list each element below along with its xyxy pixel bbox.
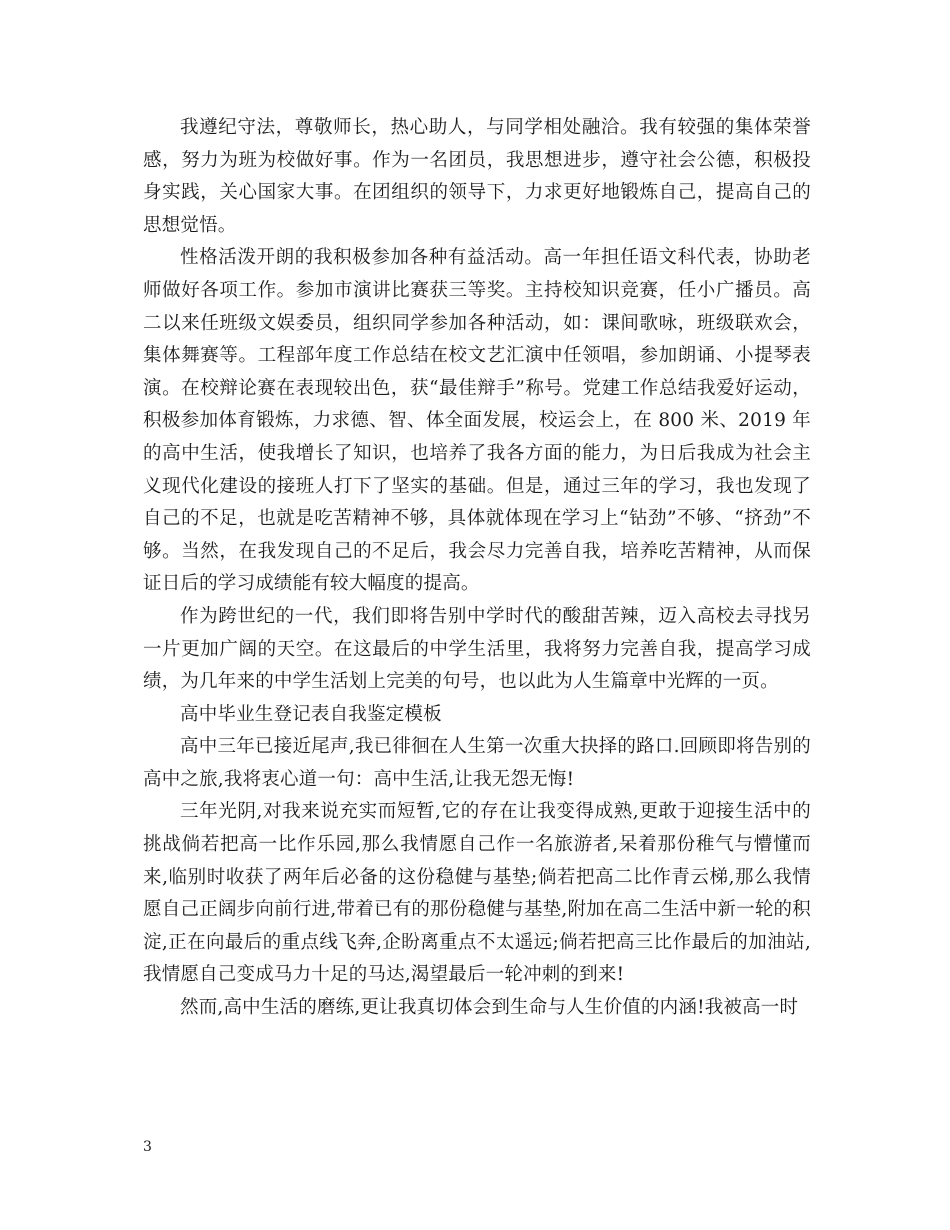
paragraph-farewell: 作为跨世纪的一代，我们即将告别中学时代的酸甜苦辣，迈入高校去寻找另一片更加广阔的天空。在这最后的中学生活里，我将努力完善自我，提高学习成绩，为几年来的中学生活划上完美的句号，也以此为人生篇章中光辉的一页。 xyxy=(143,605,811,693)
section-heading: 高中毕业生登记表自我鉴定模板 xyxy=(180,703,442,725)
paragraph-discipline: 我遵纪守法，尊敬师长，热心助人，与同学相处融洽。我有较强的集体荣誉感，努力为班为校做好事。作为一名团员，我思想进步，遵守社会公德，积极投身实践，关心国家大事。在团组织的领导下，力求更好地锻炼自己，提高自己的思想觉悟。 xyxy=(143,117,811,236)
document-body xyxy=(143,112,811,1025)
page-number: 3 xyxy=(143,1139,152,1155)
paragraph-three-years: 三年光阴,对我来说充实而短暂,它的存在让我变得成熟,更敢于迎接生活中的挑战倘若把高一比作乐园,那么我情愿自己作一名旅游者,呆着那份稚气与懵懂而来,临别时收获了两年后必备的这份稳健与基垫;倘若把高二比作青云梯,那么我情愿自己正阔步向前行进,带着已有的那份稳健与基垫,附加在高二生活中新一轮的积淀,正在向最后的重点线飞奔,企盼离重点不太遥远;倘若把高三比作最后的加油站,我情愿自己变成马力十足的马达,渴望最后一轮冲刺的到来! xyxy=(143,801,811,986)
paragraph-intro: 高中三年已接近尾声,我已徘徊在人生第一次重大抉择的路口.回顾即将告别的高中之旅,我将衷心道一句：高中生活,让我无怨无悔! xyxy=(143,736,811,790)
paragraph-continuation: 然而,高中生活的磨练,更让我真切体会到生命与人生价值的内涵!我被高一时 xyxy=(180,997,799,1019)
paragraph-activities: 性格活泼开朗的我积极参加各种有益活动。高一年担任语文科代表，协助老师做好各项工作。参加市演讲比赛获三等奖。主持校知识竞赛，任小广播员。高二以来任班级文娱委员，组织同学参加各种活动，如：课间歌咏，班级联欢会，集体舞赛等。工程部年度工作总结在校文艺汇演中任领唱，参加朗诵、小提琴表演。在校辩论赛在表现较出色，获“最佳辩手”称号。党建工作总结我爱好运动，积极参加体育锻炼，力求德、智、体全面发展，校运会上，在 800 米、2019 年的高中生活，使我增长了知识，也培养了我各方面的能力，为日后我成为社会主义现代化建设的接班人打下了坚实的基础。但是，通过三年的学习，我也发现了自己的不足，也就是吃苦精神不够，具体就体现在学习上“钻劲”不够、“挤劲”不够。当然，在我发现自己的不足后，我会尽力完善自我，培养吃苦精神，从而保证日后的学习成绩能有较大幅度的提高。 xyxy=(143,247,811,595)
